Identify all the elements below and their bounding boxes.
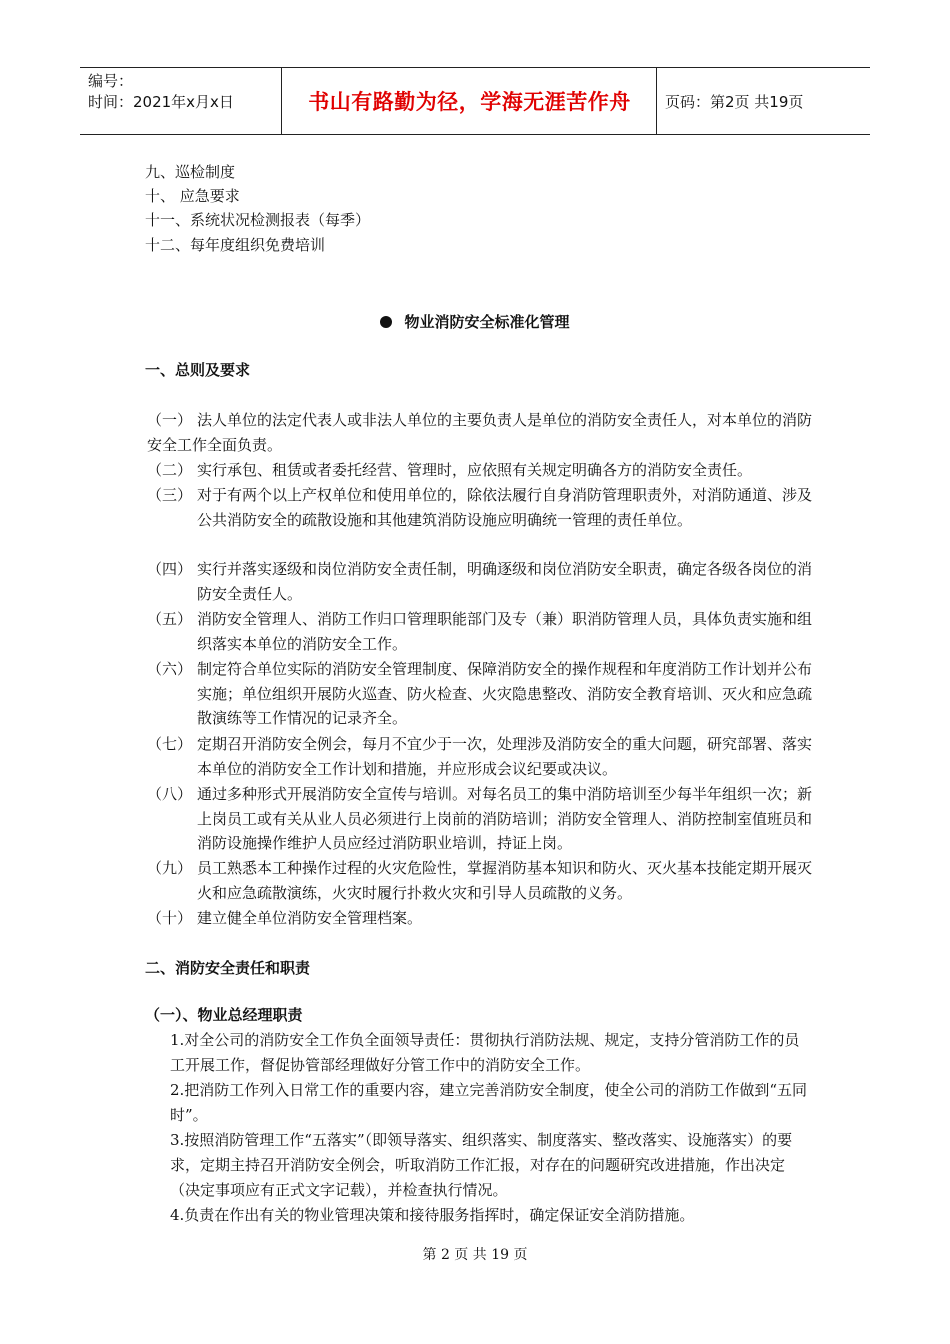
list-item xyxy=(147,557,812,606)
toc-item: 九、巡检制度 xyxy=(145,163,236,181)
item-label: （四） xyxy=(147,560,193,578)
item-label: （三） xyxy=(147,486,193,504)
item-text: 实行并落实逐级和岗位消防安全责任制，明确逐级和岗位消防安全职责，确定各级各岗位的消防安全责任人。 xyxy=(197,560,813,603)
toc-item: 十、 应急要求 xyxy=(145,187,240,205)
item-label: （二） xyxy=(147,461,193,479)
item-text: 实行承包、租赁或者委托经营、管理时，应依照有关规定明确各方的消防安全责任。 xyxy=(197,461,753,479)
list-item xyxy=(147,732,812,781)
list-item xyxy=(147,657,812,731)
list-item xyxy=(147,483,812,532)
header-divider xyxy=(656,68,657,134)
document-title-row xyxy=(0,310,950,334)
item-text: 消防安全管理人、消防工作归口管理职能部门及专（兼）职消防管理人员，具体负责实施和组织落实本单位的消防安全工作。 xyxy=(197,610,813,653)
item-label: （一） xyxy=(147,411,193,429)
item-text: 法人单位的法定代表人或非法人单位的主要负责人是单位的消防安全责任人，对本单位的消防安全工作全面负责。 xyxy=(147,411,813,454)
item-label: （六） xyxy=(147,660,193,678)
document-title: 物业消防安全标准化管理 xyxy=(404,313,570,331)
page-footer: 第 2 页 共 19 页 xyxy=(422,1247,528,1263)
section-heading: 一、总则及要求 xyxy=(145,361,251,379)
item-text: 建立健全单位消防安全管理档案。 xyxy=(197,909,423,927)
section-heading: 二、消防安全责任和职责 xyxy=(145,959,311,977)
item-label: （九） xyxy=(147,859,193,877)
item-label: （十） xyxy=(147,909,193,927)
list-item xyxy=(147,906,812,931)
list-item xyxy=(147,458,812,483)
header-divider xyxy=(281,68,282,134)
item-text: 制定符合单位实际的消防安全管理制度、保障消防安全的操作规程和年度消防工作计划并公布实施；单位组织开展防火巡查、防火检查、火灾隐患整改、消防安全教育培训、灭火和应急疏散演练等工作情况的记录齐全。 xyxy=(197,660,813,728)
item-label: （七） xyxy=(147,735,193,753)
item-text: 定期召开消防安全例会，每月不宜少于一次，处理涉及消防安全的重大问题，研究部署、落实本单位的消防安全工作计划和措施，并应形成会议纪要或决议。 xyxy=(197,735,813,778)
page-header xyxy=(80,67,870,135)
list-item xyxy=(147,408,812,457)
item-text: 通过多种形式开展消防安全宣传与培训。对每名员工的集中消防培训至少每半年组织一次；新上岗员工或有关从业人员必须进行上岗前的消防培训；消防安全管理人、消防控制室值班员和消防设施操作维护人员应经过消防职业培训，持证上岗。 xyxy=(197,785,813,853)
duty-item: 3.按照消防管理工作“五落实”（即领导落实、组织落实、制度落实、整改落实、设施落实）的要求，定期主持召开消防安全例会，听取消防工作汇报，对存在的问题研究改进措施，作出决定（决定事项应有正式文字记载），并检查执行情况。 xyxy=(170,1131,793,1199)
duty-item: 4.负责在作出有关的物业管理决策和接待服务指挥时，确定保证安全消防措施。 xyxy=(170,1206,695,1224)
duty-item: 1.对全公司的消防安全工作负全面领导责任：贯彻执行消防法规、规定，支持分管消防工作的员工开展工作，督促协管部经理做好分管工作中的消防安全工作。 xyxy=(170,1031,800,1074)
list-item xyxy=(147,856,812,905)
subsection-heading: （一）、物业总经理职责 xyxy=(145,1006,303,1024)
toc-item: 十一、系统状况检测报表（每季） xyxy=(145,211,371,229)
toc-item: 十二、每年度组织免费培训 xyxy=(145,236,326,254)
list-item xyxy=(147,782,812,856)
item-label: （五） xyxy=(147,610,193,628)
header-motto: 书山有路勤为径，学海无涯苦作舟 xyxy=(308,90,631,114)
date-label: 时间：2021年x月x日 xyxy=(88,93,234,111)
list-item xyxy=(147,607,812,656)
bullet-icon xyxy=(380,316,392,328)
item-label: （八） xyxy=(147,785,193,803)
header-page-number: 页码：第2页 共19页 xyxy=(665,92,804,111)
item-text: 对于有两个以上产权单位和使用单位的，除依法履行自身消防管理职责外，对消防通道、涉及公共消防安全的疏散设施和其他建筑消防设施应明确统一管理的责任单位。 xyxy=(197,486,813,529)
item-text: 员工熟悉本工种操作过程的火灾危险性，掌握消防基本知识和防火、灭火基本技能定期开展灭火和应急疏散演练，火灾时履行扑救火灾和引导人员疏散的义务。 xyxy=(197,859,813,902)
duty-item: 2.把消防工作列入日常工作的重要内容，建立完善消防安全制度，使全公司的消防工作做到“五同时”。 xyxy=(170,1081,807,1124)
number-label: 编号： xyxy=(88,72,134,90)
header-meta xyxy=(88,71,278,113)
